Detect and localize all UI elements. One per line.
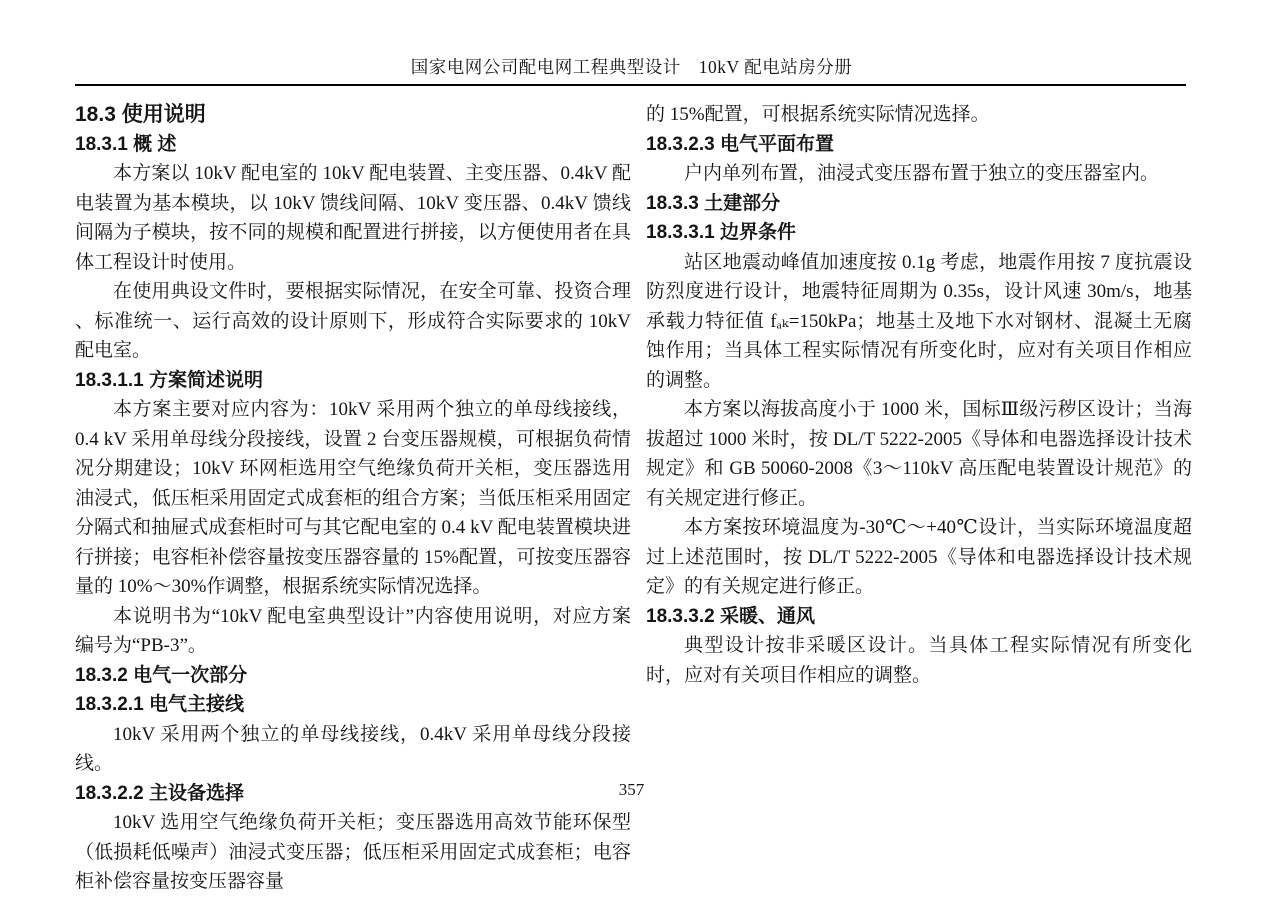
paragraph: 10kV 采用两个独立的单母线接线，0.4kV 采用单母线分段接线。 — [75, 723, 631, 774]
section-heading: 18.3.3.2 采暖、通风 — [646, 605, 815, 627]
right-column — [646, 100, 1192, 690]
paragraph: 本方案以海拔高度小于 1000 米，国标Ⅲ级污秽区设计；当海拔超过 1000 米时，按 DL/T 5222-2005《导体和电器选择设计技术规定》和 GB 50060-2008《3～110kV 高压配电装置设计规范》的有关规定进行修正。 — [646, 399, 1192, 509]
left-column — [75, 100, 631, 897]
page-header-title: 国家电网公司配电网工程典型设计 10kV 配电站房分册 — [410, 57, 853, 77]
paragraph: 在使用典设文件时，要根据实际情况，在安全可靠、投资合理 、标准统一、运行高效的设计原则下，形成符合实际要求的 10kV 配电室。 — [75, 281, 631, 361]
paragraph: 站区地震动峰值加速度按 0.1g 考虑，地震作用按 7 度抗震设防烈度进行设计，地震特征周期为 0.35s，设计风速 30m/s，地基承载力特征值 fₐₖ=150kPa；地基土及地下水对钢材、混凝土无腐蚀作用；当具体工程实际情况有所变化时，应对有关项目作相应的调整。 — [646, 251, 1192, 391]
paragraph-continuation: 的 15%配置，可根据系统实际情况选择。 — [646, 104, 990, 125]
section-heading: 18.3 使用说明 — [75, 103, 206, 126]
section-heading: 18.3.3 土建部分 — [646, 192, 781, 214]
section-heading: 18.3.3.1 边界条件 — [646, 222, 796, 243]
section-heading: 18.3.2.2 主设备选择 — [75, 782, 244, 804]
section-heading: 18.3.2.3 电气平面布置 — [646, 133, 834, 155]
paragraph: 本方案以 10kV 配电室的 10kV 配电装置、主变压器、0.4kV 配电装置为基本模块，以 10kV 馈线间隔、10kV 变压器、0.4kV 馈线间隔为子模块，按不同的规模和配置进行拼接，以方便使用者在具体工程设计时使用。 — [75, 163, 631, 273]
paragraph: 10kV 选用空气绝缘负荷开关柜；变压器选用高效节能环保型（低损耗低噪声）油浸式变压器；低压柜采用固定式成套柜；电容柜补偿容量按变压器容量 — [75, 812, 631, 892]
header-rule — [75, 84, 1186, 86]
section-heading: 18.3.1 概 述 — [75, 133, 177, 155]
page-number: 357 — [618, 780, 645, 799]
paragraph: 户内单列布置，油浸式变压器布置于独立的变压器室内。 — [684, 163, 1160, 184]
paragraph: 本方案按环境温度为-30℃～+40℃设计，当实际环境温度超过上述范围时，按 DL/T 5222-2005《导体和电器选择设计技术规定》的有关规定进行修正。 — [646, 517, 1192, 597]
section-heading: 18.3.2.1 电气主接线 — [75, 694, 244, 715]
section-heading: 18.3.2 电气一次部分 — [75, 664, 248, 686]
paragraph: 典型设计按非采暖区设计。当具体工程实际情况有所变化时，应对有关项目作相应的调整。 — [646, 635, 1192, 686]
paragraph: 本方案主要对应内容为：10kV 采用两个独立的单母线接线，0.4 kV 采用单母线分段接线，设置 2 台变压器规模，可根据负荷情况分期建设；10kV 环网柜选用空气绝缘负荷开关柜，变压器选用油浸式，低压柜采用固定式成套柜的组合方案；当低压柜采用固定分隔式和抽屉式成套柜时可与其它配电室的 0.4 kV 配电装置模块进行拼接；电容柜补偿容量按变压器容量的 15%配置，可按变压器容量的 10%～30%作调整，根据系统实际情况选择。 — [75, 399, 631, 597]
paragraph: 本说明书为“10kV 配电室典型设计”内容使用说明，对应方案编号为“PB-3”。 — [75, 605, 631, 656]
section-heading: 18.3.1.1 方案简述说明 — [75, 369, 263, 391]
